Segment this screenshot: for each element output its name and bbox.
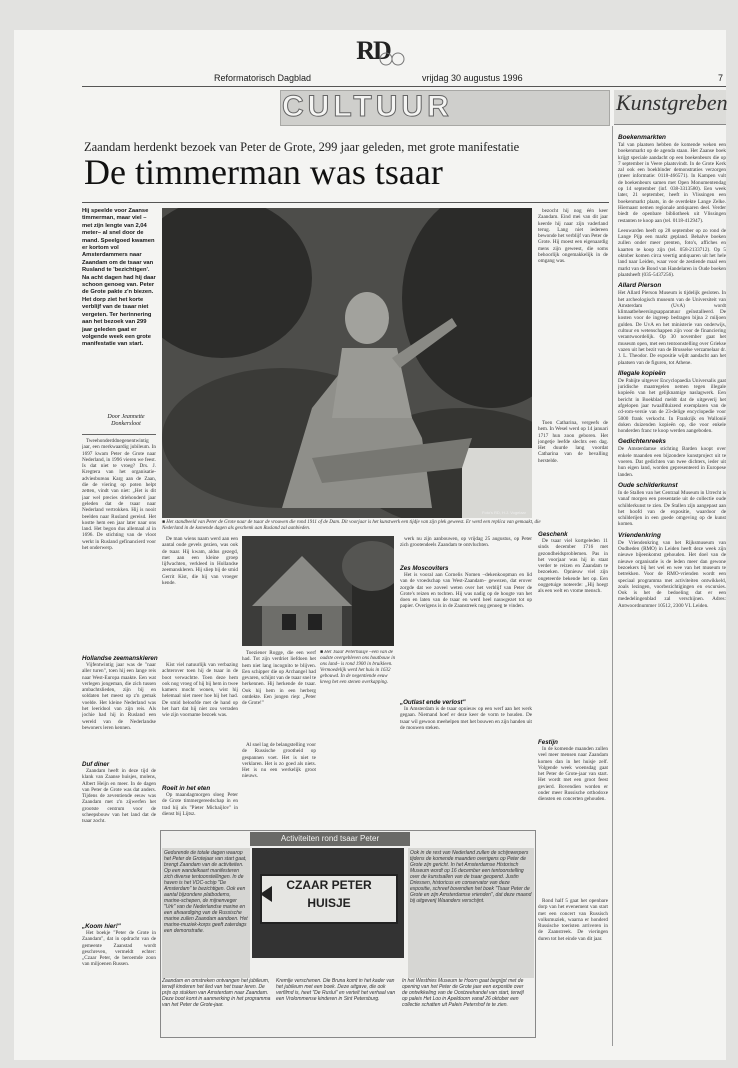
kunst-item-title: Allard Pierson [618,282,662,290]
box-bottom-right: In het Westfries Museum te Hoorn gaat begrijpt met de opening van het Peter de Grote jaar een expositie over de ontwikkeling van de Oostzeehandel van start, terwijl op paleis Het Loo in Apeldoorn vanaf 26 oktober een collectie schatten uit Paleis Petershof te te zien. [402,978,524,1008]
huisje-sign-photo [252,848,404,958]
kunst-item-title: Illegale kopieën [618,369,666,377]
kunst-item-text: De Vriendenkring van het Rijksmuseum van Oudheden (RMO) in Leiden heeft deze week zijn nieuwe bijeenkomst gehouden. Het doel van de nieuwe organisatie is de leden meer dan gewone bezoekers bij het wel en wee van het museum te betrekken. Voor de RMO-vrienden wordt een speciaal programma met activiteiten ontwikkeld, zoals lezingen, voorbezichtigingen en excursies. Ook is het de bedoeling dat er een mededelingenblad zal verschijnen. Adres: Antwoordnummer 10512, 2300 VL Leiden. [618,539,726,609]
sign-arrow-icon [258,884,278,904]
col4-subhead-2: „Outlast ende verlost" [400,699,466,706]
sign-line-2: HUISJE [307,896,351,910]
kunst-item [618,482,726,528]
main-photo-statue [162,208,532,518]
paper-name: Reformatorisch Dagblad [214,73,312,83]
box-bottom-left: Zaandam en omstreken ontvangen het jubileum, terwijl kinderen het lied van het tsaar leren. De prijs op stukken van Amsterdam naar Zaandam. Deze boot komt in aanmerking in het programma van het Peter de Grote-jaar. [162,978,271,1008]
kunst-item-text: Het Allard Pierson Museum is tijdelijk gesloten. In het archeologisch museum van de Universiteit van Amsterdam (UvA) wordt klimaatbeheersingsapparatuur geïnstalleerd. De kosten voor de ingreep bedragen bijna 2 miljoen gulden. De UvA en het ministerie van onderwijs, cultuur en wetenschappen zijn voor de financiering verantwoordelijk. Op 30 november gaat het museum open, met een tentoonstelling over Griekse vazen uit het bezit van de Brusselse verzamelaar dr. J. L. Theodor. De expositie wijdt aandacht aan het plaatsen van de figuren, tot Athene. [618,290,726,366]
col5-body-c: De tsaar viel kortgeleden 11 sinds december 1716 met gezondheidsproblemen. Pas in het voorjaar was hij in staat verder te reizen en Zaandam te bezoeken. Opnieuw viel zijn ongeteerde bekende het op. Een ooggetuige noteerde: „Hij hoegt als een welt en vrome mensch. [538,538,608,595]
article-intro: Hij speelde voor Zaanse timmerman, maar viel –met zijn lengte van 2,04 meter– al snel door de mand. Speelgoed kwamen er kortom vol Amsterdammers naar Zaandam om de tsaar van Rusland te 'bezichtigen'. Na acht dagen had hij daar schoon genoeg van. Peter de Grote pakte z'n biezen. Het dorp ziet het korte verblijf van de tsaar niet vergeten. Ter herinnering aan het bezoek van 299 jaar geleden gaat er volgende week een grote manifestatie van start. [82,208,156,348]
col2-body-b: Kist viel natuurlijk van verbazing achterover toen hij de tsaar in de boot verwachtte. Toen deze hem ook nog vroeg of hij bij hem in twee kamers mocht wonen, wist hij helemaal niet meer hoe hij het had. De smid beloofde met de hand op het hart dat hij niet zou verraden wie zijn voorname bezoek was. [162,662,238,719]
kunst-item [618,134,726,224]
col2-body-c: Op maandagmorgen sloeg Peter de Grote timmergereedschap in en trad hij als "Pieter Michaijlov" in dienst bij Lijtsz. [162,792,238,817]
sign-line-1: CZAAR PETER [286,878,372,892]
col2-body: De man wiens naam werd aan een aantal oude gevels gezien, was ook de tsaar. Hij kwam, aldus gezegd, met aan een kleine groep lijfwachten, verkleed in Hollandse zeemanskleren. Hij sliep bij de smid Gerrit Kist, die hij van vroeger kende. [162,536,238,587]
statue-illustration [162,208,532,518]
col3-body-b: Al snel lag de belangstelling voor de Russische grootheid op gespannen voet. Het is niet te verklaren. Het is zo goed als niets. Het is nu een werkelijk groot nieuws. [242,742,316,780]
box-right-text: Ook in de rest van Nederland zullen de schijnwerpers tijdens de komende maanden overigens op Peter de Grote zijn gericht. In het Amsterdamse Historisch Museum wordt op 16 december een tentoonstelling over de kunstsallen van de tsaar geopend. Justin Driessen, historicus en conservator van deze expositie, schreef bovendien het boek "Tsaar Peter de Grote en zijn Amsterdamse vrienden", dat deze maand bij uitgeverij Waanders verschijnt. [408,848,534,978]
paper-logo: RD [348,36,398,70]
col5-body-e: Rond half 5 gaat het openbare dorp van het evenement van start met een concert van Russisch volksmuziek, waarna er honderd Russische toeristen arriveren in de Zaanstreek. De vieringen duren tot het einde van dit jaar. [538,898,608,942]
kunst-item-text: De Amsterdamse stichting Barden koopt over enkele maanden een bijzondere kunstproject uit te voeren. Dat gedichten van twee dichters, ieder uit hun eigen land, worden gepresenteerd in Europese landen. [618,446,726,478]
kunst-item [618,370,726,435]
col1-body-c: Zaandam heeft in deze tijd de klank van Zaanse huisjes, molens, Albert Heijn en meer. In de dagen van Peter de Grote was dat anders. Tijdens de zeventiende eeuw was Zaandam met z'n zijwerfen het grootste centrum voor de scheepsbouw van het land dat de tsaar zocht. [82,768,156,825]
col1-body: Tweehonderddnegenentwintig jaar, een merkwaardig jubileum. In 1697 kwam Peter de Grote naar Nederland, in 1996 vieren we feest. Is dat niet te vroeg? Drs. J. Kregtera van het organisatie-adviesbureau Karg aan de Zaan, die de viering op poten helpt zetten, vindt van niet: „Het is dit jaar wel precies driehonderd jaar geleden dat de tsaar naar Nederland vertrokken. Hij is nooit beelden naar Rusland gereisd. Het kostte hem een jaar later naar ons land. Het begon dus allemaal al in 1696. De stichting van de vloot werkt in Rusland gefinancierd voor het onderwerp. [82,438,156,552]
kunst-header [614,90,726,125]
kunst-item [618,282,726,366]
kunst-item [618,532,726,609]
kunst-item-text: Leeuwarden heeft op 28 september op zo rond de Lange Pijp een markt gepland. Behalve boeken zullen onder meer prenten, foto's, affiches en kaarten te koop zijn (tel. 058-2133712). Op 5 oktober komen circa veertig antiquaren uit het hele land naar Leiden, waar voor de zestiende maal een markt van de Bond van Handelaren in Oude boeken plaatsheeft (035-5437256). [618,227,726,278]
section-title: CULTUUR [282,90,453,123]
col1-subhead-1: Hollandse zeemanskleren [82,655,158,662]
kunst-item-text: Tal van plaatsen hebben de komende weken een boekenmarkt op de agenda staan. Het Zaanse boek krijgt speciale aandacht op een boekenbeurs die op 7 september in Veere plaatsvindt. In de Grote Kerk zal ook een boekbinder demonstraties verzorgen (meer informatie: 0118-466571). In Kampen vult de boekenbeurs samen met Open Monumentendag op 14 september (inf. 038-3313580). Een week later, 21 september, heeft in Vlissingen een boekenmarkt plaats, in de overdekte Lange Zelke. Hiernaast nemen regionale antiquaren deel. Verder biedt de openbare bibliotheek uit Vlissingen restanten te koop aan (tel. 0118-412947). [618,142,726,224]
page-number: 7 [718,73,724,83]
col1-subhead-3: „Koom hier!" [82,923,121,930]
article-byline: Door Jeannette Donkersloot [107,414,145,427]
col4-body-b: Het is vooral aan Cornelis Nomen –dekenkoopman en lid van de vroedschap van West-Zaandam– gewezen, dat erover zorgde dat we zoveel weten over het verblijf van Peter de Grote's reizen en tochten. Hij was nadig op de hoogte van het doen en laten van de tsaar en werd heel nauwgezet tot op papier. Overigens is in de Zaanstreek nog genoeg te vinden. [400,572,532,610]
issue-date: vrijdag 30 augustus 1996 [422,73,523,83]
box-bottom-mid: Kremlje verschenen. Die Bruna komt in het kader van het jubileum met een boek. Deze uitgave, die ook verfilmd is, heet "De Ruslui" en vertelt het verhaal van een Vrolommense kinderen in Sint Petersburg. [276,978,396,1002]
activities-box-title: Activiteiten rond tsaar Peter [250,832,410,846]
col1-subhead-2: Duf diner [82,761,110,768]
col5-body-d: In de komende maanden zullen veel meer mensen naar Zaandam komen dan in het huisje zelf. Volgende week woensdag gaat het Peter de Grote-jaar van start. Het wordt met een groot feest gevierd. Bovendien worden er onder meer Russische orthodoxe diensten en concerten gehouden. [538,746,608,803]
kunst-title: Kunstgreben [616,90,728,115]
col3-body: Toeziener Rogge, die een werf had. Tot zijn verdriet liefdoen het hem niet lang incognito te blijven. Een schipper die op Archangel had gevaren, schijnt van de tsaar snel te herkennen. Hij herkende de tsaar. Ook hij hem in een herberg ontdekte. Een jongen riep: „Peter de Grote!" [242,650,316,707]
caption-bullet-icon: ■ [162,520,167,525]
newspaper-page [14,30,726,1060]
col2-subhead: Roeit in het eten [162,785,211,792]
kunst-item-text: De Pabijte uitgever Encyclopaedia Universalis gaat juridische maatregelen nemen tegen illegale kopieën van het gelijknamige naslagwerk. Een bericht in Boekblad meldt dat de uitgeverij het afgelopen jaar twaalfduizend exemplaren van de cd-rom-versie van de 23-delige encyclopedie voor 5000 frank verkocht. In Frankrijk en Wallonië doken duizenden kopieën op, die voor enkele honderden franc te koop werden aangeboden. [618,377,726,435]
logo-ornament-icon [378,52,408,66]
main-photo-caption: ■ Het standbeeld van Peter de Grote naar de tsaar de vrouwen die rond 1911 of de Dam. Dit voorjaar is het kunstwerk een tijdje van zijn plek geweest. Er werd een replica van gemaakt, die Nederland in de komende dagen als geschenk aan Rusland zal aanbieden. [162,520,541,531]
col4-body: werk nu zijn aanbouwen, op vrijdag 25 augustus, op Peter zich grootendeels Zaandam te ontvluchten. [400,536,532,549]
caption-bullet-icon: ■ [320,650,325,655]
article-kicker: Zaandam herdenkt bezoek van Peter de Grote, 299 jaar geleden, met grote manifestatie [84,140,520,154]
col4-subhead-1: Zes Moscoviters [400,565,449,572]
kunst-column [618,130,726,1040]
photo-credit: Foto's RD, H.J. Vogelaar [482,510,526,515]
photo2-caption: ■ Het Tsaar Peterhuisje –een van de oudste overgebleven ons houtbouw in ons land– is rond 1900 in bruikleen. Vermoedelijk werd het huis in 1632 gebouwd. In de negentiende eeuw kreeg het een stenen overkapping. [320,650,396,685]
kunst-item-title: Vriendenkring [618,531,661,539]
col4-body-c: In Amsterdam is de tsaar opnieuw op een werf aan het werk gegaan. Niemand hoef er deze keer de vorm te houden. De tsaar wil gewoon meehelpen met het bouwen en zijn handen uit de mouwen steken. [400,706,532,731]
kunst-item-title: Gedichtenreeks [618,438,666,446]
kunst-item [618,438,726,477]
article-headline: De timmerman was tsaar [84,152,443,192]
box-left-text: Gedurende de totale dagen waarop het Peter de Grotejaar van start gaat, brengt Zaandam van de activiteiten. Op een wandelkaart manifesteren zich diverse tentoonstellingen. In de haven is het VOC-schip "De Amsterdam" te bezichtigen. Ook een aantal bijzondere platbodems, marine-schepen, de mijnenveger "Urk" van de Nederlandse marine en een afvaardiging van de Russische marine zullen Zaandam aandoen. Het marine-muziek-korps geeft zaterdags een demonstratie. [162,848,250,978]
kunst-item-title: Boekenmarkten [618,134,666,141]
col5-subhead-2: Festijn [538,739,558,746]
photo-peterhuisje [242,536,394,646]
kunst-item-text: In de Stallen van het Centraal Museum in Utrecht is vanaf morgen een presentatie uit de collectie oude schilderkunst te zien. De Stallen zijn aangepast aan het hoofd van de expositie, waardoor de schilderijen in een goede omgeving op de kunst komen. [618,489,726,528]
peterhuisje-illustration [242,536,394,646]
col1-body-b: Vijfentwintig jaar was de "naar aller turen", toen hij een lange reis naar West-Europa maakte. Een wat verlegen jongeman, die zich tussen ambachtslieden, zijn bij en soldaten het meest op z'n gemak voelde. Het kleine Nederland was het leeridool van zijn reis. Als jochie had hij in Rusland een wereld van de Nederlandse bewoners leren kennen. [82,662,156,731]
col5-subhead-1: Geschenk [538,531,568,538]
kunst-item [618,228,726,278]
col1-body-d: Het boekje "Peter de Grote in Zaandam", dat in opdracht van de gemeente Zaanstad wordt geschreven, vermeldt echter: „Czaar Peter, de beroemde zoon van miljoenen Russen. [82,930,156,968]
col5-body: bezocht hij nog één keer Zaandam. Eind mei van dit jaar keerde hij naar zijn vaderland terug. Lang niet iedereen bewonde het verblijf van Peter de Grote. Hij moest een eigenaardig mens zijn geweest, die soms behoorlijk ongemakkelijk in de omgang was. [538,208,608,265]
kunst-item-title: Oude schilderkunst [618,481,678,489]
col5-body-b: Toen Catharina, vergeefs de hem. In Wesel werd op 14 januari 1717 hun zoon geboren. Het jongetje leefde slechts een dag. Het duurde lang voordat Catharina van de bevalling herstelde. [538,420,608,464]
